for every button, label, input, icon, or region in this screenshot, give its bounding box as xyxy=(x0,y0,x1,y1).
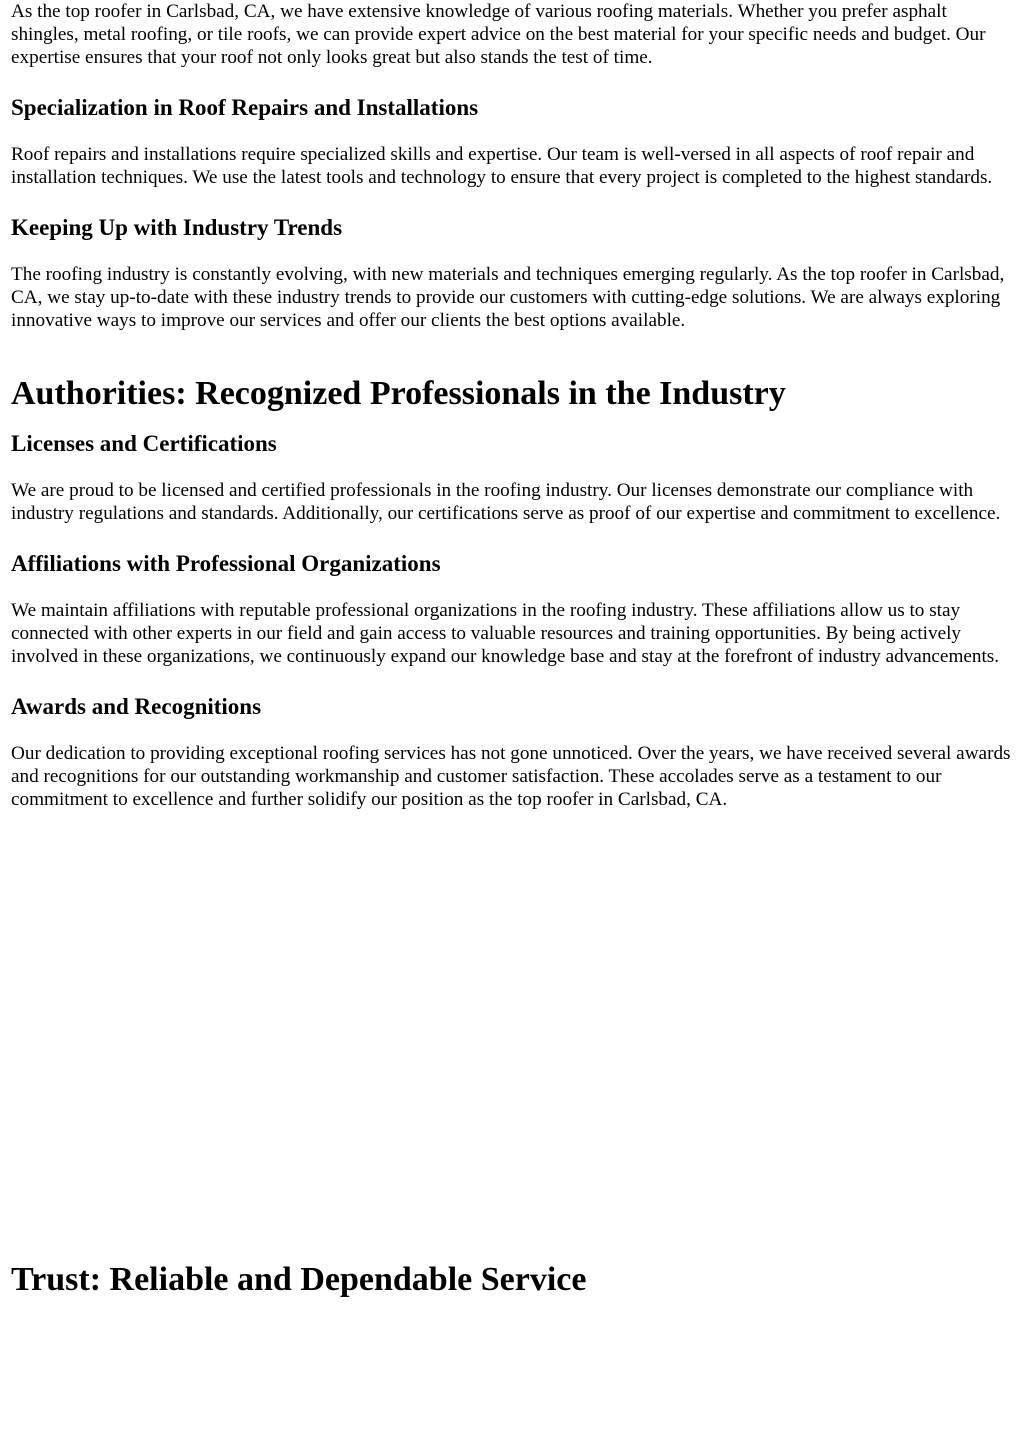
document-page xyxy=(11,0,1015,1300)
intro-paragraph: As the top roofer in Carlsbad, CA, we have extensive knowledge of various roofing materials. Whether you prefer asphalt shingles, metal roofing, or tile roofs, we can provide expert advice on the best material for your specific needs and budget. Our expertise ensures that your roof not only looks great but also stands the test of time. xyxy=(11,1,986,68)
trends-heading: Keeping Up with Industry Trends xyxy=(11,215,343,240)
authorities-heading: Authorities: Recognized Professionals in the Industry xyxy=(11,375,786,412)
licenses-paragraph: We are proud to be licensed and certified professionals in the roofing industry. Our licenses demonstrate our compliance with industry regulations and standards. Additionally, our certifications serve as proof of our expertise and commitment to excellence. xyxy=(11,480,1001,524)
awards-paragraph: Our dedication to providing exceptional roofing services has not gone unnoticed. Over the years, we have received several awards and recognitions for our outstanding workmanship and customer satisfaction. These accolades serve as a testament to our commitment to excellence and further solidify our position as the top roofer in Carlsbad, CA. xyxy=(11,743,1011,810)
licenses-heading: Licenses and Certifications xyxy=(11,431,277,456)
specialization-heading: Specialization in Roof Repairs and Installations xyxy=(11,95,479,120)
awards-heading: Awards and Recognitions xyxy=(11,694,262,719)
trust-heading: Trust: Reliable and Dependable Service xyxy=(11,1261,587,1298)
trends-paragraph: The roofing industry is constantly evolving, with new materials and techniques emerging regularly. As the top roofer in Carlsbad, CA, we stay up-to-date with these industry trends to provide our customers with cutting-edge solutions. We are always exploring innovative ways to improve our services and offer our clients the best options available. xyxy=(11,264,1005,331)
specialization-paragraph: Roof repairs and installations require specialized skills and expertise. Our team is well-versed in all aspects of roof repair and installation techniques. We use the latest tools and technology to ensure that every project is completed to the highest standards. xyxy=(11,144,993,188)
affiliations-paragraph: We maintain affiliations with reputable professional organizations in the roofing industry. These affiliations allow us to stay connected with other experts in our field and gain access to valuable resources and training opportunities. By being actively involved in these organizations, we continuously expand our knowledge base and stay at the forefront of industry advancements. xyxy=(11,600,1000,667)
affiliations-heading: Affiliations with Professional Organizations xyxy=(11,551,441,576)
